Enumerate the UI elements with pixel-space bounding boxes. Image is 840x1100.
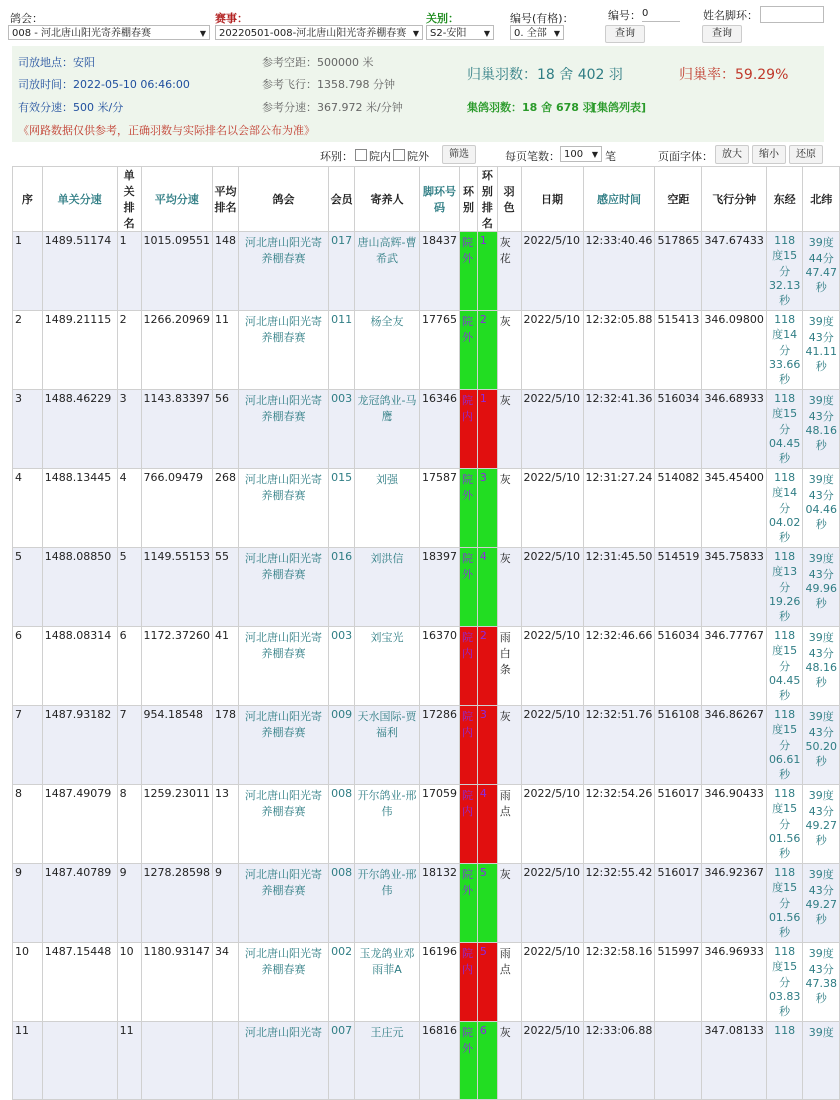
row-avg-rank: 178 xyxy=(212,706,238,785)
row-speed: 1488.08314 xyxy=(42,627,117,706)
row-date: 2022/5/10 xyxy=(521,943,583,1022)
row-member: 017 xyxy=(329,232,355,311)
table-header-row xyxy=(13,167,840,232)
row-seq: 1 xyxy=(13,232,43,311)
race-info-panel xyxy=(12,46,824,142)
race-select-value: 20220501-008-河北唐山阳光寄养棚春赛 xyxy=(219,28,407,39)
row-time: 12:31:45.50 xyxy=(583,548,655,627)
row-rank: 11 xyxy=(117,1022,141,1100)
row-date: 2022/5/10 xyxy=(521,627,583,706)
row-date: 2022/5/10 xyxy=(521,548,583,627)
row-ring[interactable]: 18132 xyxy=(419,864,459,943)
row-speed: 1487.93182 xyxy=(42,706,117,785)
ring-filter-label: 环别： xyxy=(320,150,353,163)
row-speed: 1489.21115 xyxy=(42,311,117,390)
col-header-rank[interactable]: 单关排名 xyxy=(117,167,141,232)
row-speed xyxy=(42,1022,117,1100)
row-speed: 1488.46229 xyxy=(42,390,117,469)
row-owner[interactable]: 刘强 xyxy=(355,469,420,548)
col-header-time[interactable]: 感应时间 xyxy=(583,167,655,232)
row-seq: 7 xyxy=(13,706,43,785)
row-club: 河北唐山阳光寄养棚春赛 xyxy=(238,311,328,390)
race-select[interactable] xyxy=(215,25,423,40)
row-avg-rank xyxy=(212,1022,238,1100)
row-seq: 3 xyxy=(13,390,43,469)
page-size-label: 每页笔数： xyxy=(505,150,560,163)
col-header-ring[interactable]: 脚环号码 xyxy=(419,167,459,232)
row-owner[interactable]: 刘洪信 xyxy=(355,548,420,627)
row-owner[interactable]: 杨全友 xyxy=(355,311,420,390)
row-seq: 2 xyxy=(13,311,43,390)
table-row xyxy=(13,864,840,943)
row-ring-rank: 5 xyxy=(477,864,497,943)
row-speed: 1488.08850 xyxy=(42,548,117,627)
row-ring-rank: 4 xyxy=(477,548,497,627)
row-seq: 9 xyxy=(13,864,43,943)
row-speed: 1489.51174 xyxy=(42,232,117,311)
row-owner[interactable]: 龙冠鸽业-马鹰 xyxy=(355,390,420,469)
ref-speed: 参考分速：367.972 米/分钟 xyxy=(262,101,403,114)
row-distance: 516108 xyxy=(655,706,702,785)
row-distance: 516017 xyxy=(655,864,702,943)
row-ring-type: 院内 xyxy=(459,943,477,1022)
num-input[interactable]: 0 xyxy=(642,6,680,22)
row-date: 2022/5/10 xyxy=(521,311,583,390)
row-owner[interactable]: 玉龙鸽业邓雨菲A xyxy=(355,943,420,1022)
page-size-control xyxy=(505,148,560,168)
row-ring-type: 院外 xyxy=(459,232,477,311)
club-select-value: 008 - 河北唐山阳光寄养棚春赛 xyxy=(12,28,152,39)
gate-select-value: S2-安阳 xyxy=(430,28,467,39)
row-avg-speed: 1015.09551 xyxy=(141,232,212,311)
row-rank: 5 xyxy=(117,548,141,627)
row-lat: 39度43分47.38秒 xyxy=(803,943,840,1022)
row-ring[interactable]: 16196 xyxy=(419,943,459,1022)
col-header-seq[interactable]: 序 xyxy=(13,167,43,232)
row-lat: 39度43分04.46秒 xyxy=(803,469,840,548)
row-avg-rank: 41 xyxy=(212,627,238,706)
row-distance: 516034 xyxy=(655,390,702,469)
homing-count: 归巢羽数：18 舍 402 羽 xyxy=(467,67,623,83)
row-ring-type: 院外 xyxy=(459,548,477,627)
row-flight: 346.96933 xyxy=(702,943,767,1022)
row-time: 12:33:40.46 xyxy=(583,232,655,311)
row-lat: 39度43分48.16秒 xyxy=(803,390,840,469)
row-member: 011 xyxy=(329,311,355,390)
row-ring-rank: 2 xyxy=(477,627,497,706)
row-lat: 39度44分47.47秒 xyxy=(803,232,840,311)
row-ring-rank: 1 xyxy=(477,232,497,311)
chevron-down-icon: ▼ xyxy=(591,150,598,159)
col-header-owner[interactable]: 寄养人 xyxy=(355,167,420,232)
row-club: 河北唐山阳光寄养棚春赛 xyxy=(238,548,328,627)
row-lon: 118度15分01.56秒 xyxy=(766,864,802,943)
row-member: 009 xyxy=(329,706,355,785)
row-member: 008 xyxy=(329,864,355,943)
row-ring-type: 院内 xyxy=(459,390,477,469)
row-owner[interactable]: 开尔鸽业-邢伟 xyxy=(355,785,420,864)
filter-bar xyxy=(0,0,840,44)
row-avg-rank: 56 xyxy=(212,390,238,469)
row-ring-rank: 3 xyxy=(477,706,497,785)
row-avg-speed: 1259.23011 xyxy=(141,785,212,864)
row-ring-rank: 4 xyxy=(477,785,497,864)
num-ring-select[interactable] xyxy=(510,25,564,40)
row-member: 003 xyxy=(329,627,355,706)
col-header-speed[interactable]: 单关分速 xyxy=(42,167,117,232)
row-lon: 118度15分06.61秒 xyxy=(766,706,802,785)
row-lon: 118度14分04.02秒 xyxy=(766,469,802,548)
row-owner[interactable]: 天水国际-贾福利 xyxy=(355,706,420,785)
row-distance: 517865 xyxy=(655,232,702,311)
row-color: 灰花 xyxy=(497,232,521,311)
row-seq: 11 xyxy=(13,1022,43,1100)
row-distance: 514519 xyxy=(655,548,702,627)
row-lat: 39度 xyxy=(803,1022,840,1100)
ring-out-checkbox[interactable] xyxy=(393,149,405,161)
row-member: 015 xyxy=(329,469,355,548)
row-lon: 118度15分01.56秒 xyxy=(766,785,802,864)
row-date: 2022/5/10 xyxy=(521,232,583,311)
num-ring-select-value: 0. 全部 xyxy=(514,28,547,39)
row-owner[interactable]: 开尔鸽业-邢伟 xyxy=(355,864,420,943)
club-select[interactable] xyxy=(8,25,210,40)
row-ring[interactable]: 17765 xyxy=(419,311,459,390)
row-speed: 1487.40789 xyxy=(42,864,117,943)
row-ring[interactable]: 16816 xyxy=(419,1022,459,1100)
table-row xyxy=(13,548,840,627)
row-speed: 1487.15448 xyxy=(42,943,117,1022)
zoom-out-button[interactable]: 缩小 xyxy=(752,145,786,164)
row-avg-rank: 34 xyxy=(212,943,238,1022)
col-header-lat[interactable]: 北纬 xyxy=(803,167,840,232)
row-lat: 39度43分49.96秒 xyxy=(803,548,840,627)
ref-distance: 参考空距：500000 米 xyxy=(262,56,374,69)
name-ring-label: 姓名脚环： xyxy=(703,9,758,22)
row-club: 河北唐山阳光寄养棚春赛 xyxy=(238,785,328,864)
row-color: 灰 xyxy=(497,311,521,390)
row-time: 12:31:27.24 xyxy=(583,469,655,548)
valid-speed: 有效分速：500 米/分 xyxy=(18,101,124,114)
row-rank: 3 xyxy=(117,390,141,469)
row-rank: 4 xyxy=(117,469,141,548)
row-seq: 6 xyxy=(13,627,43,706)
font-label: 页面字体： xyxy=(658,150,713,163)
gate-select[interactable] xyxy=(426,25,494,40)
row-date: 2022/5/10 xyxy=(521,469,583,548)
row-owner[interactable]: 王庄元 xyxy=(355,1022,420,1100)
row-time: 12:32:58.16 xyxy=(583,943,655,1022)
row-avg-speed: 1278.28598 xyxy=(141,864,212,943)
row-club: 河北唐山阳光寄养棚春赛 xyxy=(238,943,328,1022)
query-button[interactable]: 查询 xyxy=(605,25,645,43)
row-seq: 4 xyxy=(13,469,43,548)
row-rank: 9 xyxy=(117,864,141,943)
zoom-in-button[interactable]: 放大 xyxy=(715,145,749,164)
row-time: 12:32:41.36 xyxy=(583,390,655,469)
row-seq: 8 xyxy=(13,785,43,864)
row-time: 12:32:55.42 xyxy=(583,864,655,943)
restore-button[interactable]: 还原 xyxy=(789,145,823,164)
chevron-down-icon: ▼ xyxy=(553,29,560,38)
row-distance xyxy=(655,1022,702,1100)
row-flight: 346.68933 xyxy=(702,390,767,469)
collected-list-link[interactable]: [集鸽列表] xyxy=(592,101,647,114)
row-flight: 346.92367 xyxy=(702,864,767,943)
chevron-down-icon: ▼ xyxy=(483,29,490,38)
row-avg-speed: 1143.83397 xyxy=(141,390,212,469)
row-time: 12:32:46.66 xyxy=(583,627,655,706)
row-club: 河北唐山阳光寄养棚春赛 xyxy=(238,232,328,311)
table-row xyxy=(13,1022,840,1100)
row-avg-speed xyxy=(141,1022,212,1100)
page-size-select[interactable] xyxy=(560,146,602,162)
col-header-avg-rank[interactable]: 平均排名 xyxy=(212,167,238,232)
homing-rate: 归巢率：59.29% xyxy=(679,67,789,83)
table-row xyxy=(13,943,840,1022)
race-label: 赛事： xyxy=(215,12,248,25)
row-ring-rank: 1 xyxy=(477,390,497,469)
col-header-member[interactable]: 会员 xyxy=(329,167,355,232)
row-member: 003 xyxy=(329,390,355,469)
row-avg-rank: 13 xyxy=(212,785,238,864)
col-header-club[interactable]: 鸽会 xyxy=(238,167,328,232)
row-club: 河北唐山阳光寄养棚春赛 xyxy=(238,390,328,469)
row-flight: 345.45400 xyxy=(702,469,767,548)
filter-button[interactable]: 筛选 xyxy=(442,145,476,164)
row-ring-type: 院外 xyxy=(459,864,477,943)
row-lat: 39度43分48.16秒 xyxy=(803,627,840,706)
ring-out-label: 院外 xyxy=(407,150,429,163)
row-distance: 516017 xyxy=(655,785,702,864)
row-color: 雨点 xyxy=(497,785,521,864)
col-header-color[interactable]: 羽色 xyxy=(497,167,521,232)
row-lon: 118度15分32.13秒 xyxy=(766,232,802,311)
row-flight: 346.86267 xyxy=(702,706,767,785)
release-place: 司放地点：安阳 xyxy=(18,56,95,69)
row-time: 12:33:06.88 xyxy=(583,1022,655,1100)
row-color: 灰 xyxy=(497,1022,521,1100)
row-lon: 118度15分04.45秒 xyxy=(766,627,802,706)
row-date: 2022/5/10 xyxy=(521,1022,583,1100)
col-header-avg-speed[interactable]: 平均分速 xyxy=(141,167,212,232)
row-avg-speed: 1266.20969 xyxy=(141,311,212,390)
row-color: 灰 xyxy=(497,469,521,548)
row-ring-type: 院外 xyxy=(459,1022,477,1100)
row-distance: 514082 xyxy=(655,469,702,548)
row-owner[interactable]: 刘宝光 xyxy=(355,627,420,706)
row-ring[interactable]: 18437 xyxy=(419,232,459,311)
row-ring[interactable]: 17587 xyxy=(419,469,459,548)
row-ring-rank: 2 xyxy=(477,311,497,390)
row-ring-rank: 3 xyxy=(477,469,497,548)
row-color: 雨白条 xyxy=(497,627,521,706)
row-date: 2022/5/10 xyxy=(521,706,583,785)
row-avg-speed: 766.09479 xyxy=(141,469,212,548)
row-member: 002 xyxy=(329,943,355,1022)
gate-label: 关别： xyxy=(426,12,459,25)
row-color: 灰 xyxy=(497,706,521,785)
row-club: 河北唐山阳光寄养棚春赛 xyxy=(238,864,328,943)
row-time: 12:32:51.76 xyxy=(583,706,655,785)
table-row xyxy=(13,232,840,311)
ring-in-checkbox[interactable] xyxy=(355,149,367,161)
row-club: 河北唐山阳光寄养棚春赛 xyxy=(238,469,328,548)
row-lon: 118度14分33.66秒 xyxy=(766,311,802,390)
row-flight: 346.90433 xyxy=(702,785,767,864)
row-club: 河北唐山阳光寄养棚春赛 xyxy=(238,627,328,706)
row-distance: 515413 xyxy=(655,311,702,390)
row-lon: 118 xyxy=(766,1022,802,1100)
row-club: 河北唐山阳光寄养棚春赛 xyxy=(238,706,328,785)
row-rank: 1 xyxy=(117,232,141,311)
row-ring-rank: 6 xyxy=(477,1022,497,1100)
col-header-ring-rank[interactable]: 环别排名 xyxy=(477,167,497,232)
chevron-down-icon: ▼ xyxy=(412,29,419,38)
col-header-date[interactable]: 日期 xyxy=(521,167,583,232)
row-club: 河北唐山阳光寄 xyxy=(238,1022,328,1100)
chevron-down-icon: ▼ xyxy=(199,29,206,38)
row-rank: 8 xyxy=(117,785,141,864)
page-size-value: 100 xyxy=(564,149,584,160)
col-header-distance[interactable]: 空距 xyxy=(655,167,702,232)
row-avg-rank: 9 xyxy=(212,864,238,943)
row-flight: 347.08133 xyxy=(702,1022,767,1100)
row-seq: 10 xyxy=(13,943,43,1022)
row-avg-speed: 1172.37260 xyxy=(141,627,212,706)
num-label: 编号： xyxy=(608,9,641,22)
page-size-unit: 笔 xyxy=(605,150,616,163)
row-color: 雨点 xyxy=(497,943,521,1022)
row-color: 灰 xyxy=(497,864,521,943)
row-member: 008 xyxy=(329,785,355,864)
row-avg-speed: 1149.55153 xyxy=(141,548,212,627)
row-avg-speed: 1180.93147 xyxy=(141,943,212,1022)
disclaimer: 《网路数据仅供参考，正确羽数与实际排名以会部公布为准》 xyxy=(18,124,315,137)
table-row xyxy=(13,311,840,390)
row-ring-type: 院外 xyxy=(459,469,477,548)
collected-count: 集鸽羽数：18 舍 678 羽 xyxy=(467,101,594,114)
row-flight: 345.75833 xyxy=(702,548,767,627)
row-flight: 347.67433 xyxy=(702,232,767,311)
row-member: 007 xyxy=(329,1022,355,1100)
row-ring-rank: 5 xyxy=(477,943,497,1022)
row-lat: 39度43分49.27秒 xyxy=(803,785,840,864)
release-time: 司放时间：2022-05-10 06:46:00 xyxy=(18,78,190,91)
row-lon: 118度15分04.45秒 xyxy=(766,390,802,469)
row-distance: 516034 xyxy=(655,627,702,706)
name-ring-input[interactable] xyxy=(760,6,824,23)
row-lat: 39度43分50.20秒 xyxy=(803,706,840,785)
col-header-lon[interactable]: 东经 xyxy=(766,167,802,232)
table-row xyxy=(13,469,840,548)
row-ring-type: 院内 xyxy=(459,627,477,706)
row-rank: 2 xyxy=(117,311,141,390)
row-ring[interactable]: 16370 xyxy=(419,627,459,706)
row-rank: 10 xyxy=(117,943,141,1022)
row-member: 016 xyxy=(329,548,355,627)
row-time: 12:32:05.88 xyxy=(583,311,655,390)
row-color: 灰 xyxy=(497,548,521,627)
col-header-ring-type[interactable]: 环别 xyxy=(459,167,477,232)
table-row xyxy=(13,627,840,706)
table-row xyxy=(13,706,840,785)
query-button-2[interactable]: 查询 xyxy=(702,25,742,43)
row-date: 2022/5/10 xyxy=(521,864,583,943)
table-row xyxy=(13,785,840,864)
results-table xyxy=(12,166,840,1100)
row-distance: 515997 xyxy=(655,943,702,1022)
col-header-flight[interactable]: 飞行分钟 xyxy=(702,167,767,232)
row-avg-speed: 954.18548 xyxy=(141,706,212,785)
row-ring[interactable]: 17286 xyxy=(419,706,459,785)
row-lon: 118度15分03.83秒 xyxy=(766,943,802,1022)
ring-in-label: 院内 xyxy=(369,150,391,163)
row-ring[interactable]: 16346 xyxy=(419,390,459,469)
row-time: 12:32:54.26 xyxy=(583,785,655,864)
table-row xyxy=(13,390,840,469)
club-label: 鸽会： xyxy=(10,12,43,25)
row-avg-rank: 148 xyxy=(212,232,238,311)
row-flight: 346.09800 xyxy=(702,311,767,390)
row-avg-rank: 268 xyxy=(212,469,238,548)
row-rank: 6 xyxy=(117,627,141,706)
ref-flight: 参考飞行：1358.798 分钟 xyxy=(262,78,395,91)
row-lat: 39度43分49.27秒 xyxy=(803,864,840,943)
row-speed: 1487.49079 xyxy=(42,785,117,864)
row-color: 灰 xyxy=(497,390,521,469)
row-date: 2022/5/10 xyxy=(521,785,583,864)
row-lon: 118度13分19.26秒 xyxy=(766,548,802,627)
row-rank: 7 xyxy=(117,706,141,785)
num-ring-label: 编号(有格)： xyxy=(510,12,574,25)
row-owner[interactable]: 唐山高辉-曹希武 xyxy=(355,232,420,311)
row-ring-type: 院外 xyxy=(459,311,477,390)
ring-filter xyxy=(320,148,429,168)
row-seq: 5 xyxy=(13,548,43,627)
row-flight: 346.77767 xyxy=(702,627,767,706)
row-lat: 39度43分41.11秒 xyxy=(803,311,840,390)
row-ring[interactable]: 18397 xyxy=(419,548,459,627)
row-date: 2022/5/10 xyxy=(521,390,583,469)
row-ring[interactable]: 17059 xyxy=(419,785,459,864)
row-ring-type: 院内 xyxy=(459,785,477,864)
row-avg-rank: 55 xyxy=(212,548,238,627)
row-ring-type: 院内 xyxy=(459,706,477,785)
row-avg-rank: 11 xyxy=(212,311,238,390)
row-speed: 1488.13445 xyxy=(42,469,117,548)
